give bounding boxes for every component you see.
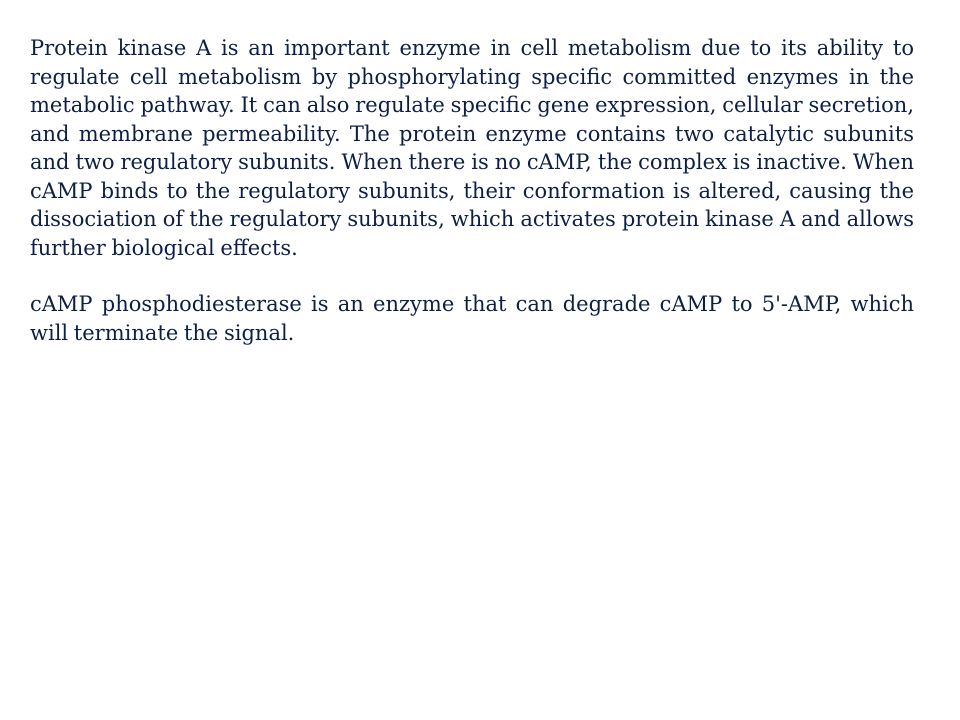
paragraph-protein-kinase-a: Protein kinase A is an important enzyme in cell metabolism due to its ability to regulate cell metabolism by phosphorylating specific committed enzymes in the metabolic pathway. It can also regulate specific gene expression, cellular secretion, and membrane permeability. The protein enzyme contains two catalytic subunits and two regulatory subunits. When there is no cAMP, the complex is inactive. When cAMP binds to the regulatory subunits, their conformation is altered, causing the dissociation of the regulatory subunits, which activates protein kinase A and allows further biological effects. <box>30 36 914 260</box>
text-body <box>30 34 914 347</box>
paragraph-camp-phosphodiesterase: cAMP phosphodiesterase is an enzyme that can degrade cAMP to 5'-AMP, which will terminate the signal. <box>30 292 914 345</box>
